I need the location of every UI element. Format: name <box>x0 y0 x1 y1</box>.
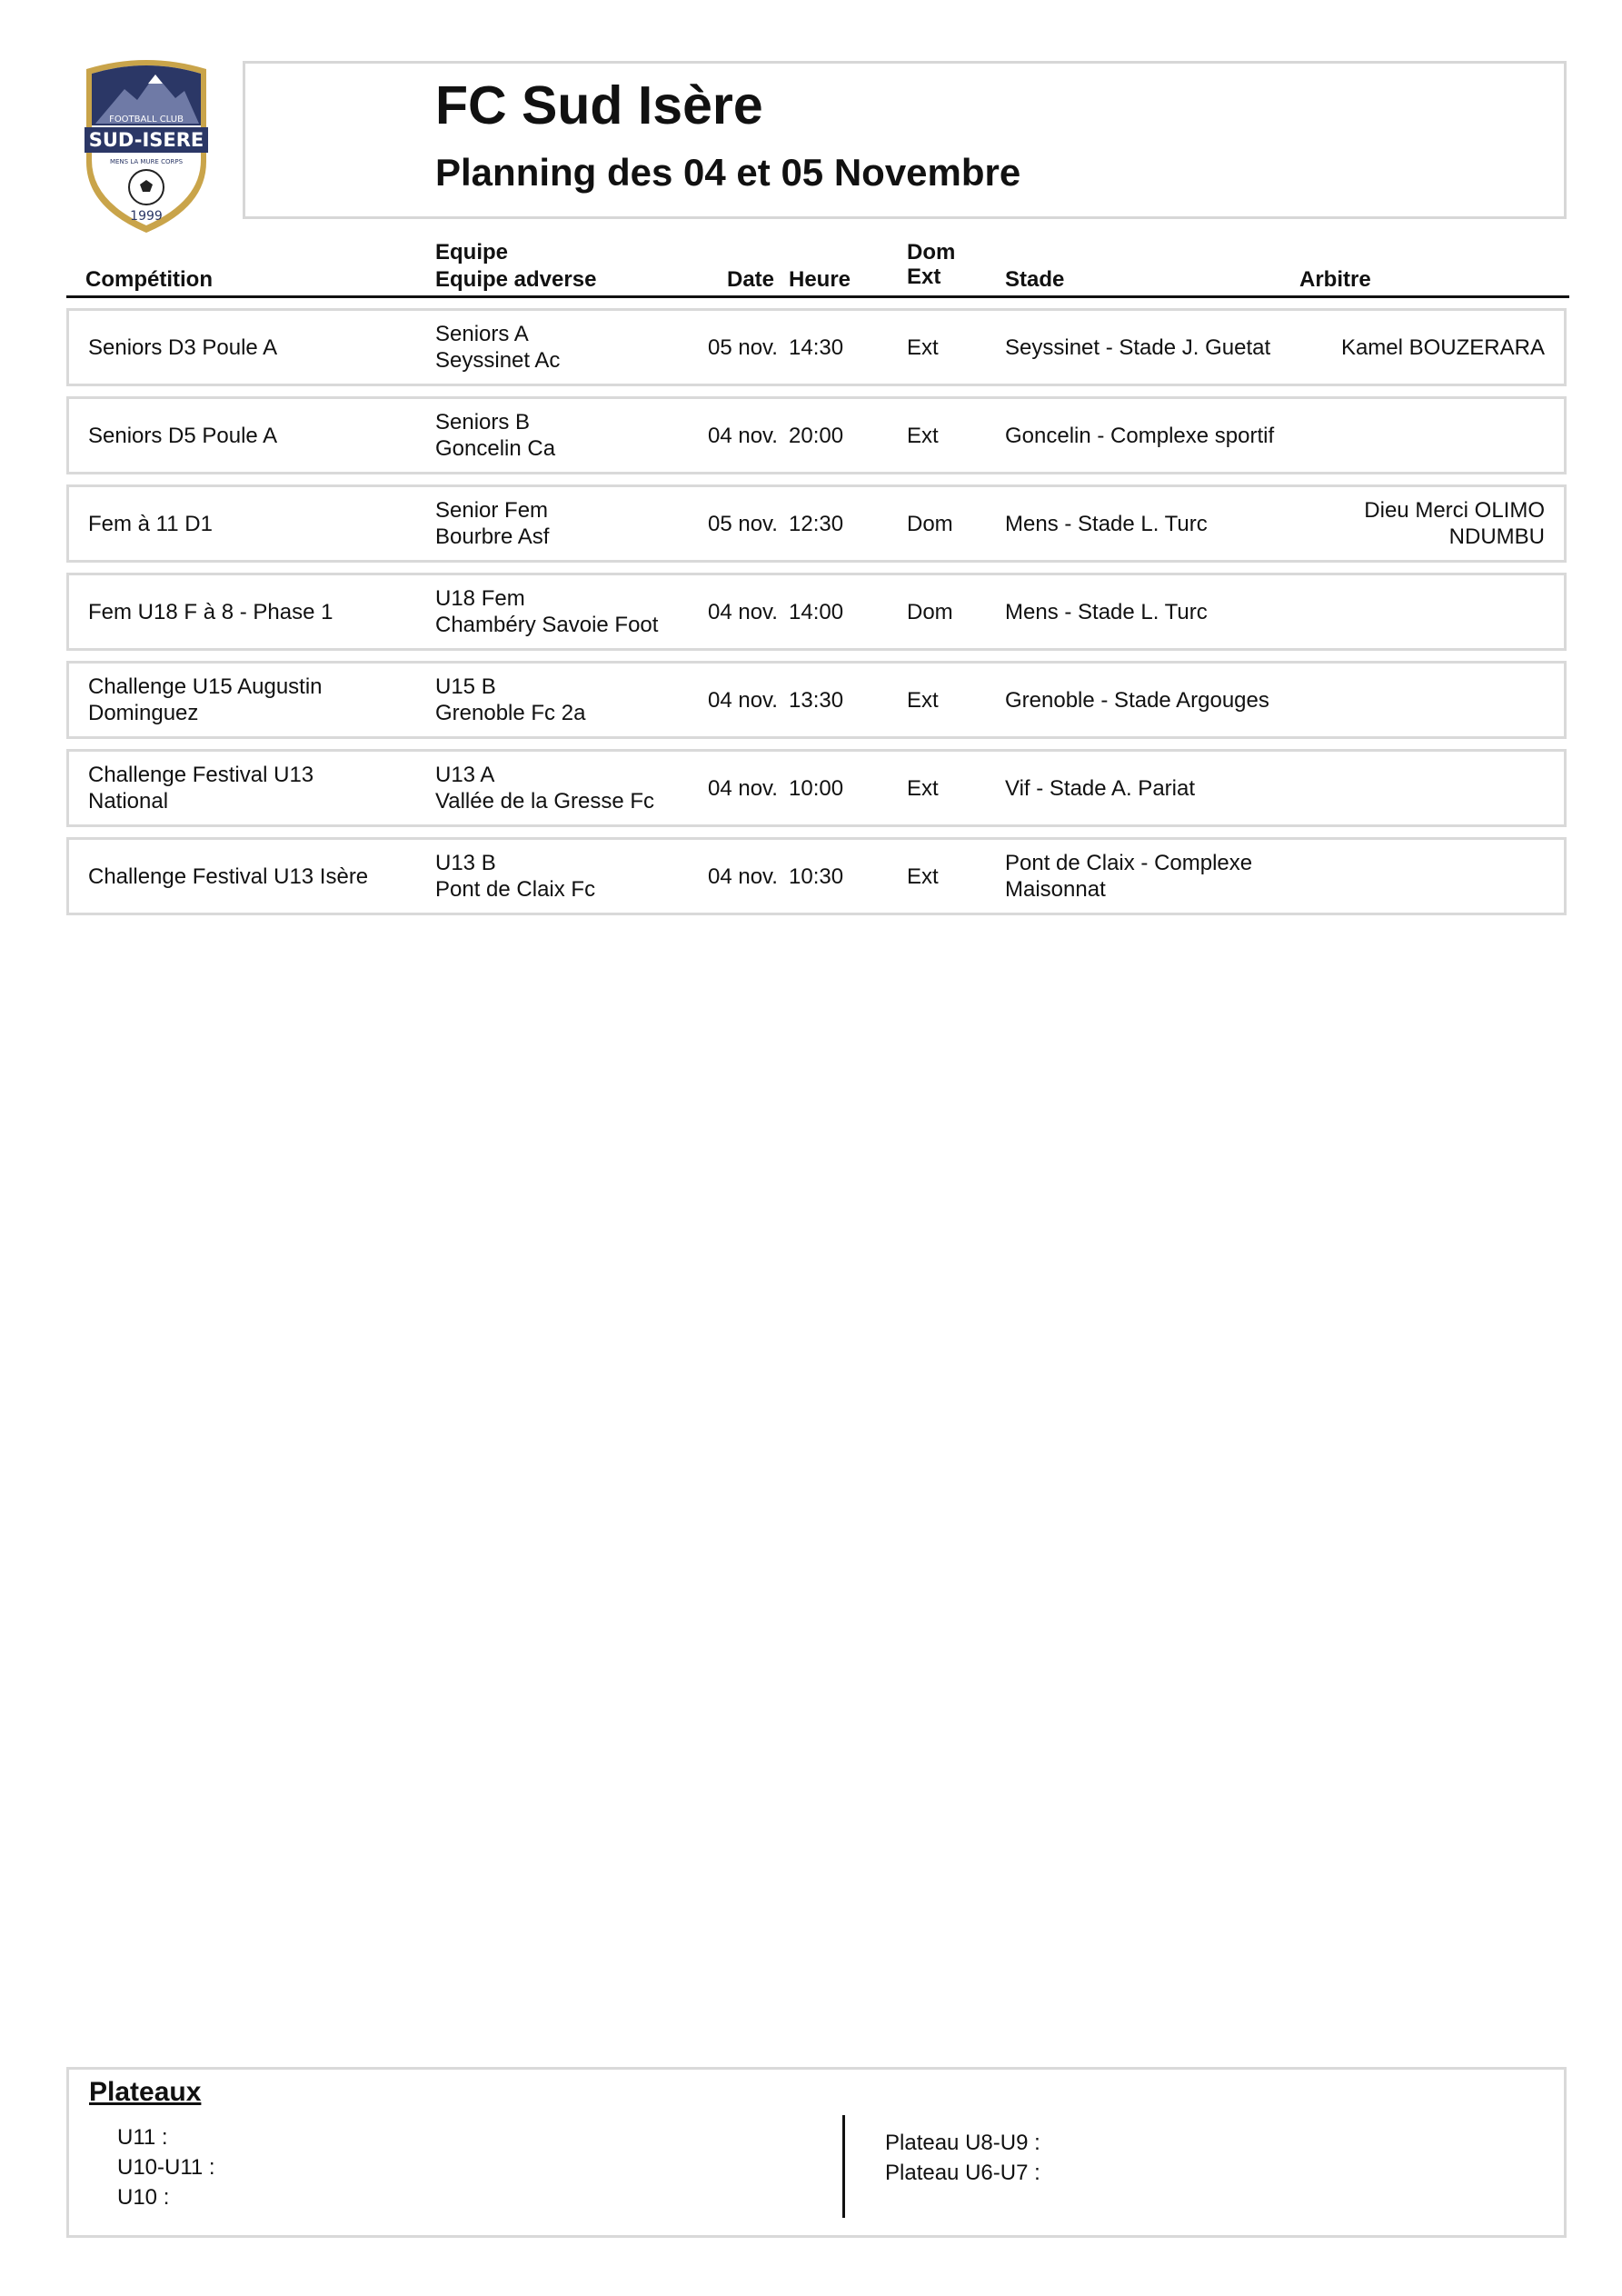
match-stade-line: Pont de Claix - Complexe <box>1005 851 1253 875</box>
match-stade-line: Grenoble - Stade Argouges <box>1005 688 1269 713</box>
match-heure-line: 14:30 <box>789 335 844 360</box>
match-stade-line: Seyssinet - Stade J. Guetat <box>1005 335 1271 360</box>
match-stade <box>1005 599 1208 625</box>
match-date-line: 04 nov. <box>708 864 778 889</box>
col-header-equipe-adverse: Equipe adverse <box>435 267 597 292</box>
match-dom-ext <box>907 511 953 537</box>
match-equipe: U13 B <box>435 851 496 875</box>
col-header-ext: Ext <box>907 265 941 289</box>
match-competition-line: Fem U18 F à 8 - Phase 1 <box>88 600 333 624</box>
match-stade-line: Mens - Stade L. Turc <box>1005 600 1208 624</box>
match-date-line: 04 nov. <box>708 776 778 801</box>
plateau-u10-u11: U10-U11 : <box>117 2155 215 2180</box>
match-dom-ext-line: Ext <box>907 424 939 448</box>
match-heure <box>789 863 843 890</box>
match-equipe-adverse: Bourbre Asf <box>435 524 550 549</box>
match-heure-line: 20:00 <box>789 424 844 448</box>
match-dom-ext <box>907 863 939 890</box>
match-arbitre <box>1364 497 1545 550</box>
col-header-heure: Heure <box>789 267 851 292</box>
match-date <box>708 511 778 537</box>
match-date <box>708 863 778 890</box>
match-arbitre-line: NDUMBU <box>1448 524 1545 549</box>
page-subtitle: Planning des 04 et 05 Novembre <box>435 151 1021 194</box>
match-teams <box>435 585 658 638</box>
match-equipe: U18 Fem <box>435 586 525 611</box>
match-competition <box>88 762 313 814</box>
match-stade <box>1005 775 1195 802</box>
logo-places: MENS LA MURE CORPS <box>109 158 184 165</box>
match-equipe-adverse: Pont de Claix Fc <box>435 877 596 902</box>
match-date <box>708 599 778 625</box>
match-heure <box>789 511 843 537</box>
col-header-dom: Dom <box>907 240 956 265</box>
plateau-u11: U11 : <box>117 2125 168 2150</box>
match-dom-ext-line: Ext <box>907 688 939 713</box>
match-row <box>66 573 1567 651</box>
col-header-arbitre: Arbitre <box>1299 267 1371 292</box>
logo-year: 1999 <box>130 209 163 224</box>
col-header-equipe: Equipe <box>435 240 509 265</box>
col-header-competition: Compétition <box>85 267 213 292</box>
match-heure-line: 10:00 <box>789 776 844 801</box>
match-competition-line: Challenge Festival U13 <box>88 763 314 787</box>
match-competition <box>88 863 368 890</box>
match-dom-ext-line: Ext <box>907 864 939 889</box>
match-date-line: 04 nov. <box>708 600 778 624</box>
match-heure-line: 13:30 <box>789 688 844 713</box>
match-equipe-adverse: Seyssinet Ac <box>435 348 561 373</box>
match-stade <box>1005 423 1274 449</box>
match-arbitre <box>1341 334 1545 361</box>
match-heure <box>789 599 843 625</box>
match-heure <box>789 775 843 802</box>
match-date-line: 04 nov. <box>708 688 778 713</box>
match-heure <box>789 334 843 361</box>
match-equipe: U13 A <box>435 763 495 787</box>
plateau-u6-u7: Plateau U6-U7 : <box>885 2161 1040 2185</box>
logo-top-text: FOOTBALL CLUB <box>109 115 184 125</box>
match-dom-ext-line: Dom <box>907 600 953 624</box>
match-row <box>66 837 1567 915</box>
match-competition-line: Seniors D5 Poule A <box>88 424 278 448</box>
match-date-line: 05 nov. <box>708 512 778 536</box>
match-row <box>66 484 1567 563</box>
match-arbitre-line: Kamel BOUZERARA <box>1340 335 1545 360</box>
page-title: FC Sud Isère <box>435 75 763 135</box>
match-heure-line: 10:30 <box>789 864 844 889</box>
match-row <box>66 661 1567 739</box>
match-stade-line: Vif - Stade A. Pariat <box>1005 776 1196 801</box>
match-competition-line: Fem à 11 D1 <box>88 512 213 536</box>
plateau-u10: U10 : <box>117 2185 170 2210</box>
plateaux-divider <box>842 2115 845 2218</box>
match-heure-line: 12:30 <box>789 512 844 536</box>
header-rule <box>66 295 1569 298</box>
match-date <box>708 423 778 449</box>
match-dom-ext-line: Ext <box>907 776 939 801</box>
match-stade-line: Maisonnat <box>1005 877 1106 902</box>
match-date <box>708 334 778 361</box>
col-header-date: Date <box>727 267 775 292</box>
plateaux-box <box>66 2067 1567 2238</box>
match-equipe: Seniors A <box>435 322 529 346</box>
match-equipe-adverse: Chambéry Savoie Foot <box>435 613 659 637</box>
match-equipe: U15 B <box>435 674 496 699</box>
match-date-line: 05 nov. <box>708 335 778 360</box>
match-competition-line: Challenge U15 Augustin <box>88 674 323 699</box>
club-logo <box>77 53 215 235</box>
match-date <box>708 775 778 802</box>
match-dom-ext <box>907 599 953 625</box>
col-header-stade: Stade <box>1005 267 1065 292</box>
match-heure-line: 14:00 <box>789 600 844 624</box>
match-dom-ext <box>907 423 939 449</box>
match-competition <box>88 599 333 625</box>
match-competition <box>88 511 213 537</box>
match-stade-line: Mens - Stade L. Turc <box>1005 512 1208 536</box>
match-competition-line: Challenge Festival U13 Isère <box>88 864 369 889</box>
match-competition <box>88 674 323 726</box>
match-equipe: Seniors B <box>435 410 531 434</box>
match-competition-line: Seniors D3 Poule A <box>88 335 278 360</box>
match-row <box>66 308 1567 386</box>
match-stade <box>1005 334 1270 361</box>
match-teams <box>435 674 585 726</box>
match-heure <box>789 687 843 714</box>
match-row <box>66 396 1567 474</box>
match-date <box>708 687 778 714</box>
match-date-line: 04 nov. <box>708 424 778 448</box>
match-equipe-adverse: Vallée de la Gresse Fc <box>435 789 654 814</box>
match-teams <box>435 850 595 903</box>
match-competition <box>88 423 277 449</box>
match-stade-line: Goncelin - Complexe sportif <box>1005 424 1275 448</box>
match-teams <box>435 762 654 814</box>
match-equipe: Senior Fem <box>435 498 549 523</box>
match-stade <box>1005 687 1269 714</box>
match-teams <box>435 497 549 550</box>
match-row <box>66 749 1567 827</box>
match-heure <box>789 423 843 449</box>
match-stade <box>1005 850 1252 903</box>
match-dom-ext <box>907 775 939 802</box>
match-teams <box>435 409 555 462</box>
logo-name: SUD-ISERE <box>88 129 204 151</box>
match-equipe-adverse: Grenoble Fc 2a <box>435 701 586 725</box>
match-arbitre-line: Dieu Merci OLIMO <box>1364 498 1545 523</box>
match-dom-ext-line: Dom <box>907 512 953 536</box>
match-competition-line: Dominguez <box>88 701 199 725</box>
match-competition <box>88 334 277 361</box>
match-competition-line: National <box>88 789 169 814</box>
match-teams <box>435 321 560 374</box>
match-dom-ext-line: Ext <box>907 335 939 360</box>
match-equipe-adverse: Goncelin Ca <box>435 436 556 461</box>
plateau-u8-u9: Plateau U8-U9 : <box>885 2131 1040 2155</box>
match-dom-ext <box>907 687 939 714</box>
plateaux-title: Plateaux <box>89 2077 202 2107</box>
match-stade <box>1005 511 1208 537</box>
match-dom-ext <box>907 334 939 361</box>
